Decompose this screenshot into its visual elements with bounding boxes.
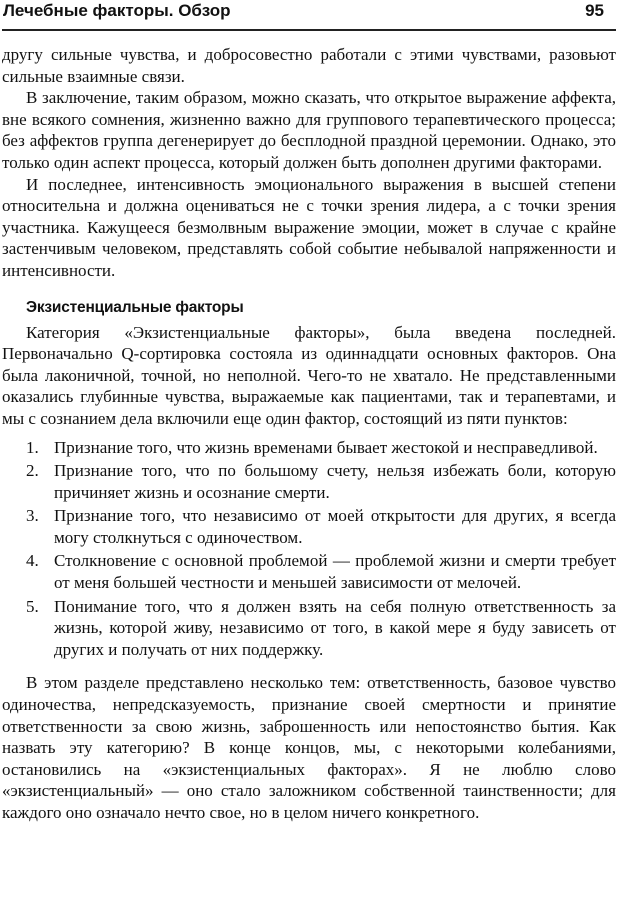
paragraph-continuation: другу сильные чувства, и добросовестно работали с этими чувствами, разовьют сильные взаимные связи. <box>2 45 616 86</box>
list-item <box>2 550 616 593</box>
list-item-number: 5. <box>26 596 39 616</box>
section-intro-paragraph: Категория «Экзистенциальные факторы», была введена последней. Первоначально Q-сортировка состояла из одиннадцати основных факторов. Она была лаконичной, точной, но неполной. Чего-то не хватало. Не представленными оказались глубинные чувства, выражаемые как пациентами, так и терапевтами, и мы с сознанием дела включили еще один фактор, состоящий из пяти пунктов: <box>2 322 616 428</box>
list-item <box>2 437 616 459</box>
list-item <box>2 596 616 661</box>
list-item-text: Признание того, что независимо от моей открытости для других, я всегда могу столкнуться с одиночеством. <box>54 506 616 547</box>
page-body <box>2 31 616 824</box>
paragraph-closing: В этом разделе представлено несколько тем: ответственность, базовое чувство одиночества, непредсказуемость, признание своей смертности и принятие ответственности за свою жизнь, заброшенность или непостоянство бытия. Как назвать эту категорию? В конце концов, мы, с некоторыми колебаниями, остановились на «экзистенциальных факторах». Я не люблю слово «экзистенциальный» — оно стало заложником собственной таинственности; для каждого оно означало нечто свое, но в целом ничего конкретного. <box>2 673 616 822</box>
list-item-text: Понимание того, что я должен взять на себя полную ответственность за жизнь, которой живу, независимо от того, в какой мере я буду зависеть от других и получать от них поддержку. <box>54 596 616 659</box>
numbered-list <box>2 437 616 661</box>
section-heading: Экзистенциальные факторы <box>26 298 244 316</box>
running-header <box>2 0 616 31</box>
chapter-title: Лечебные факторы. Обзор <box>3 1 231 20</box>
list-item-text: Признание того, что по большому счету, нельзя избежать боли, которую причиняет жизнь и осознание смерти. <box>54 461 616 502</box>
paragraph-intensity: И последнее, интенсивность эмоционального выражения в высшей степени относительна и должна оцениваться не с точки зрения лидера, а с точки зрения участника. Кажущееся безмолвным выражение эмоции, может в случае с крайне застенчивым человеком, представлять собой событие небывалой напряженности и интенсивности. <box>2 174 616 280</box>
page-number: 95 <box>585 1 604 20</box>
paragraph-conclusion: В заключение, таким образом, можно сказать, что открытое выражение аффекта, вне всякого сомнения, жизненно важно для группового терапевтического процесса; без аффектов группа дегенерирует до бесплодной праздной церемонии. Однако, это только один аспект процесса, который должен быть дополнен другими факторами. <box>2 88 616 172</box>
list-item <box>2 460 616 503</box>
list-item <box>2 505 616 548</box>
list-item-text: Признание того, что жизнь временами бывает жестокой и несправедливой. <box>54 437 598 457</box>
list-item-number: 1. <box>26 437 39 457</box>
list-item-number: 4. <box>26 551 39 571</box>
list-item-text: Столкновение с основной проблемой — проблемой жизни и смерти требует от меня большей честности и меньшей зависимости от мелочей. <box>54 551 616 593</box>
list-item-number: 2. <box>26 461 39 481</box>
list-item-number: 3. <box>26 506 39 526</box>
